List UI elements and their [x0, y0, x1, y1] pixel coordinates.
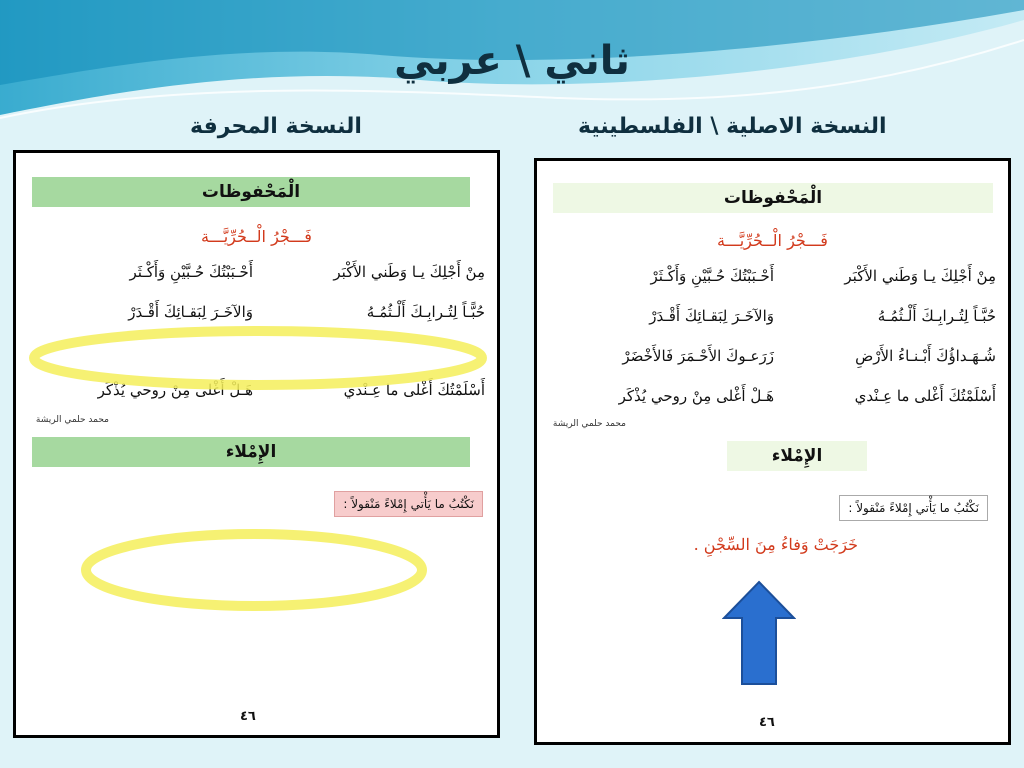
altered-verse-2-right: حُبًّـاً لِتُـرابِـكَ أَلْـثُمُـهُ [366, 303, 485, 321]
original-verse-2-right: حُبَّـاً لِتُـرابِـكَ أَلْـثُمُـهُ [877, 307, 996, 325]
original-verse-3-right: شُـهَـداؤُكَ أَبْـنـاءُ الأَرْضِ [855, 347, 996, 365]
original-verse-4-right: أَسْلَمْتُكَ أَغْلى ما عِـنْدي [854, 387, 996, 405]
altered-verse-2-left: وَالآخَـرَ لِبَقـائِكَ أَقْـدَرْ [128, 303, 253, 321]
altered-dictation-heading: الإِمْلاء [32, 437, 470, 467]
altered-poet-name: محمد حلمي الريشة [35, 415, 109, 425]
highlight-missing-sentence-circle [76, 525, 432, 615]
original-verse-3-left: زَرَعـوكَ الأَحْـمَرَ فَالأَخْضَرْ [622, 347, 774, 365]
original-poet-name: محمد حلمي الريشة [552, 419, 626, 429]
slide-title: ثاني \ عربي [394, 38, 630, 84]
altered-textbook-page [13, 150, 500, 738]
up-arrow-icon [722, 580, 796, 686]
altered-verse-1-left: أَحْـبَبْتُكَ حُـبَّيْنِ وَأَكْـثَر [129, 263, 253, 281]
altered-poem-title: فَـــجْرُ الْــحُرِّيَّـــة [201, 227, 312, 246]
altered-verse-1-right: مِنْ أَجْلِكَ يـا وَطَني الأَكْبَر [333, 263, 485, 281]
original-dictation-sentence: خَرَجَتْ وَفاءُ مِنَ السِّجْنِ . [693, 535, 858, 554]
label-original-version: النسخة الاصلية \ الفلسطينية [578, 114, 887, 139]
original-section-heading: الْمَحْفوظات [553, 183, 993, 213]
original-verse-1-left: أَحْـبَبْتُكَ حُـبَّيْنِ وَأَكْـثَرْ [650, 267, 774, 285]
altered-verse-3-right: أَسْلَمْتُكَ أَغْلى ما عِـنْدي [343, 381, 485, 399]
original-verse-1-right: مِنْ أَجْلِكَ يـا وَطَني الأَكْبَر [844, 267, 996, 285]
label-altered-version: النسخة المحرفة [190, 114, 362, 139]
original-instruction-box: نَكْتُبُ ما يَأْتي إِمْلاءً مَنْقولاً : [839, 495, 988, 521]
altered-verse-3-left: هَـلْ أَغْلى مِنْ روحي يُذْكَر [97, 381, 253, 399]
original-dictation-heading: الإِمْلاء [727, 441, 867, 471]
original-verse-2-left: وَالآخَـرَ لِبَقـائِكَ أَقْـدَرْ [649, 307, 774, 325]
altered-instruction-box: نَكْتُبُ ما يَأْتي إِمْلاءً مَنْقولاً : [334, 491, 483, 517]
original-verse-4-left: هَـلْ أَغْلى مِنْ روحي يُذْكَر [618, 387, 774, 405]
altered-page-number: ٤٦ [240, 709, 256, 724]
original-page-number: ٤٦ [759, 715, 775, 730]
altered-section-heading: الْمَحْفوظات [32, 177, 470, 207]
original-poem-title: فَـــجْرُ الْــحُرِّيَّـــة [717, 231, 828, 250]
